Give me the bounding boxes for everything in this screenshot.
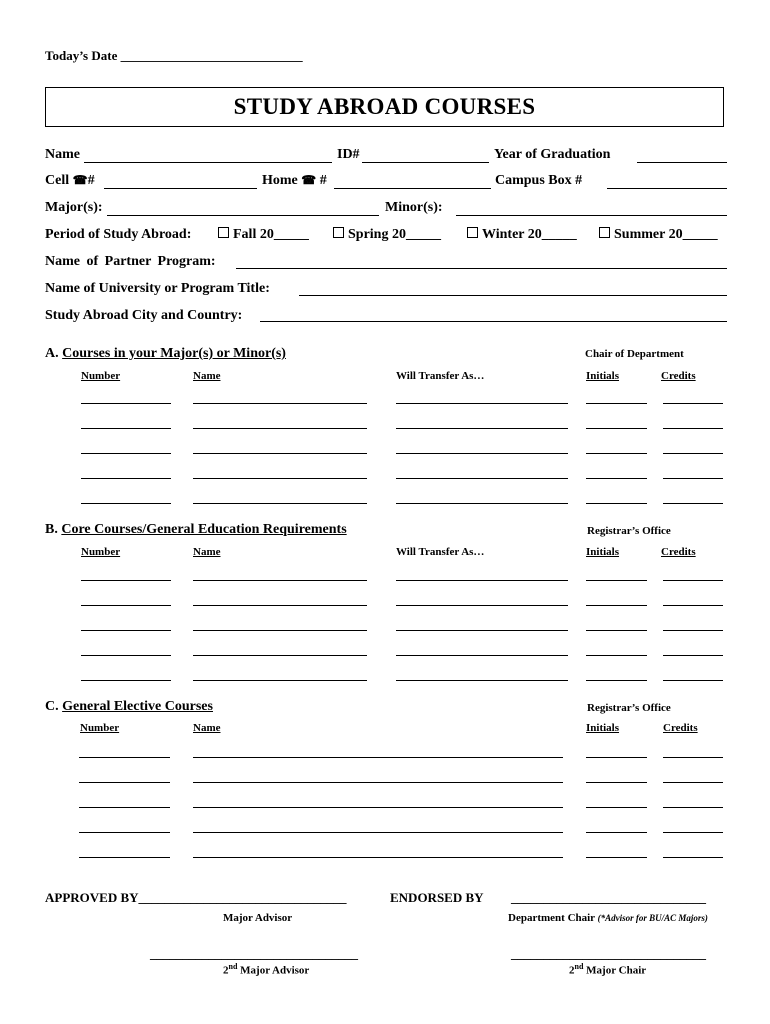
home-label-text: Home [262, 173, 298, 188]
home-hash: # [319, 173, 327, 188]
course-number-input-line[interactable] [79, 782, 170, 783]
transfer-as-input-line[interactable] [396, 403, 568, 404]
course-number-input-line[interactable] [81, 428, 171, 429]
initials-input-line[interactable] [586, 655, 647, 656]
second-advisor-num: 2 [223, 964, 229, 977]
course-number-input-line[interactable] [81, 655, 171, 656]
transfer-as-input-line[interactable] [396, 655, 568, 656]
credits-input-line[interactable] [663, 630, 723, 631]
second-chair-num: 2 [569, 964, 575, 977]
university-input-line[interactable] [299, 295, 727, 296]
course-name-input-line[interactable] [193, 580, 367, 581]
section-a-col-transfer: Will Transfer As… [396, 370, 485, 382]
course-number-input-line[interactable] [81, 478, 171, 479]
course-name-input-line[interactable] [193, 807, 563, 808]
course-name-input-line[interactable] [193, 428, 367, 429]
home-input-line[interactable] [334, 188, 491, 189]
campus-box-label: Campus Box # [495, 173, 583, 188]
section-a-heading [45, 346, 286, 362]
credits-input-line[interactable] [663, 453, 723, 454]
minors-label: Minor(s): [385, 200, 443, 215]
home-label [262, 173, 327, 189]
course-name-input-line[interactable] [193, 630, 367, 631]
section-c-col-number: Number [80, 722, 120, 734]
year-graduation-label: Year of Graduation [494, 147, 611, 162]
credits-input-line[interactable] [663, 478, 723, 479]
course-number-input-line[interactable] [81, 680, 171, 681]
course-number-input-line[interactable] [79, 807, 170, 808]
partner-program-label: Name of Partner Program: [45, 254, 216, 269]
initials-input-line[interactable] [586, 453, 647, 454]
cell-hash: # [87, 173, 95, 188]
credits-input-line[interactable] [663, 832, 723, 833]
section-a-col-initials: Initials [586, 370, 620, 382]
credits-input-line[interactable] [663, 605, 723, 606]
course-number-input-line[interactable] [79, 857, 170, 858]
section-c-letter: C. [45, 699, 59, 714]
credits-input-line[interactable] [663, 403, 723, 404]
course-name-input-line[interactable] [193, 655, 367, 656]
initials-input-line[interactable] [586, 680, 647, 681]
second-advisor-sup: nd [228, 962, 238, 971]
second-major-advisor-label [223, 962, 309, 977]
city-country-input-line[interactable] [260, 321, 727, 322]
approved-by-field[interactable]: APPROVED BY________________________________ [45, 890, 347, 905]
section-c-col-initials: Initials [586, 722, 620, 734]
section-c-heading [45, 699, 213, 715]
initials-input-line[interactable] [586, 580, 647, 581]
course-name-input-line[interactable] [193, 782, 563, 783]
fall-option[interactable] [218, 227, 309, 243]
credits-input-line[interactable] [663, 503, 723, 504]
name-input-line[interactable] [84, 162, 332, 163]
id-input-line[interactable] [362, 162, 489, 163]
section-b-col-name: Name [193, 546, 221, 558]
course-name-input-line[interactable] [193, 857, 563, 858]
initials-input-line[interactable] [586, 757, 647, 758]
initials-input-line[interactable] [586, 503, 647, 504]
second-advisor-text: Major Advisor [240, 964, 310, 977]
second-chair-text: Major Chair [586, 964, 647, 977]
summer-label: Summer 20_____ [614, 227, 718, 242]
spring-label: Spring 20_____ [348, 227, 441, 242]
transfer-as-input-line[interactable] [396, 453, 568, 454]
second-advisor-line[interactable]: ________________________________ [150, 946, 358, 961]
section-b-col-credits: Credits [661, 546, 696, 558]
section-c-title: General Elective Courses [62, 699, 213, 714]
transfer-as-input-line[interactable] [396, 680, 568, 681]
course-name-input-line[interactable] [193, 478, 367, 479]
winter-label: Winter 20_____ [482, 227, 577, 242]
initials-input-line[interactable] [586, 782, 647, 783]
initials-input-line[interactable] [586, 478, 647, 479]
department-chair-note: (*Advisor for BU/AC Majors) [597, 913, 708, 923]
credits-input-line[interactable] [663, 807, 723, 808]
transfer-as-input-line[interactable] [396, 580, 568, 581]
endorsed-by-label: ENDORSED BY [390, 890, 484, 905]
course-name-input-line[interactable] [193, 453, 367, 454]
section-c-right-header: Registrar’s Office [587, 702, 671, 714]
cell-input-line[interactable] [104, 188, 257, 189]
initials-input-line[interactable] [586, 605, 647, 606]
period-label: Period of Study Abroad: [45, 227, 192, 242]
second-chair-sup: nd [574, 962, 584, 971]
department-chair-label [508, 912, 708, 924]
winter-checkbox[interactable] [467, 227, 478, 238]
course-number-input-line[interactable] [81, 453, 171, 454]
section-b-title: Core Courses/General Education Requirements [61, 522, 347, 537]
fall-checkbox[interactable] [218, 227, 229, 238]
credits-input-line[interactable] [663, 782, 723, 783]
course-name-input-line[interactable] [193, 503, 367, 504]
cell-label [45, 173, 95, 189]
credits-input-line[interactable] [663, 655, 723, 656]
course-number-input-line[interactable] [79, 757, 170, 758]
endorsed-by-line[interactable]: ______________________________ [511, 890, 706, 905]
initials-input-line[interactable] [586, 832, 647, 833]
id-label: ID# [337, 147, 360, 162]
initials-input-line[interactable] [586, 630, 647, 631]
department-chair-text: Department Chair [508, 912, 595, 924]
transfer-as-input-line[interactable] [396, 478, 568, 479]
course-number-input-line[interactable] [81, 403, 171, 404]
section-a-letter: A. [45, 346, 59, 361]
todays-date-field[interactable]: Today’s Date ____________________________ [45, 48, 303, 63]
section-b-col-transfer: Will Transfer As… [396, 546, 485, 558]
campus-box-input-line[interactable] [607, 188, 727, 189]
credits-input-line[interactable] [663, 857, 723, 858]
winter-option[interactable] [467, 227, 577, 243]
year-graduation-input-line[interactable] [637, 162, 727, 163]
transfer-as-input-line[interactable] [396, 630, 568, 631]
course-name-input-line[interactable] [193, 605, 367, 606]
transfer-as-input-line[interactable] [396, 605, 568, 606]
section-b-right-header: Registrar’s Office [587, 525, 671, 537]
credits-input-line[interactable] [663, 580, 723, 581]
course-number-input-line[interactable] [81, 630, 171, 631]
spring-checkbox[interactable] [333, 227, 344, 238]
initials-input-line[interactable] [586, 403, 647, 404]
course-name-input-line[interactable] [193, 832, 563, 833]
credits-input-line[interactable] [663, 680, 723, 681]
city-country-label: Study Abroad City and Country: [45, 308, 243, 323]
second-chair-line[interactable]: ______________________________ [511, 946, 706, 961]
summer-checkbox[interactable] [599, 227, 610, 238]
section-b-heading [45, 522, 347, 538]
course-number-input-line[interactable] [79, 832, 170, 833]
course-name-input-line[interactable] [193, 403, 367, 404]
section-b-col-initials: Initials [586, 546, 620, 558]
majors-label: Major(s): [45, 200, 103, 215]
section-b-col-number: Number [81, 546, 121, 558]
university-label: Name of University or Program Title: [45, 281, 270, 296]
transfer-as-input-line[interactable] [396, 428, 568, 429]
credits-input-line[interactable] [663, 757, 723, 758]
course-number-input-line[interactable] [81, 605, 171, 606]
section-a-title: Courses in your Major(s) or Minor(s) [62, 346, 286, 361]
course-name-input-line[interactable] [193, 680, 367, 681]
phone-icon: ☎ [72, 173, 88, 187]
section-a-col-name: Name [193, 370, 221, 382]
section-c-col-credits: Credits [663, 722, 698, 734]
section-a-right-header: Chair of Department [585, 348, 684, 360]
name-label: Name [45, 147, 80, 162]
course-number-input-line[interactable] [81, 580, 171, 581]
section-a-col-credits: Credits [661, 370, 696, 382]
phone-icon: ☎ [301, 173, 317, 187]
course-name-input-line[interactable] [193, 757, 563, 758]
page-title: STUDY ABROAD COURSES [45, 87, 724, 127]
second-major-chair-label [569, 962, 646, 977]
initials-input-line[interactable] [586, 428, 647, 429]
section-a-col-number: Number [81, 370, 121, 382]
cell-label-text: Cell [45, 173, 70, 188]
transfer-as-input-line[interactable] [396, 503, 568, 504]
major-advisor-label: Major Advisor [223, 912, 293, 924]
fall-label: Fall 20_____ [233, 227, 309, 242]
section-b-letter: B. [45, 522, 58, 537]
section-c-col-name: Name [193, 722, 221, 734]
credits-input-line[interactable] [663, 428, 723, 429]
spring-option[interactable] [333, 227, 441, 243]
course-number-input-line[interactable] [81, 503, 171, 504]
majors-input-line[interactable] [107, 215, 379, 216]
minors-input-line[interactable] [456, 215, 727, 216]
initials-input-line[interactable] [586, 807, 647, 808]
initials-input-line[interactable] [586, 857, 647, 858]
partner-program-input-line[interactable] [236, 268, 727, 269]
summer-option[interactable] [599, 227, 718, 243]
